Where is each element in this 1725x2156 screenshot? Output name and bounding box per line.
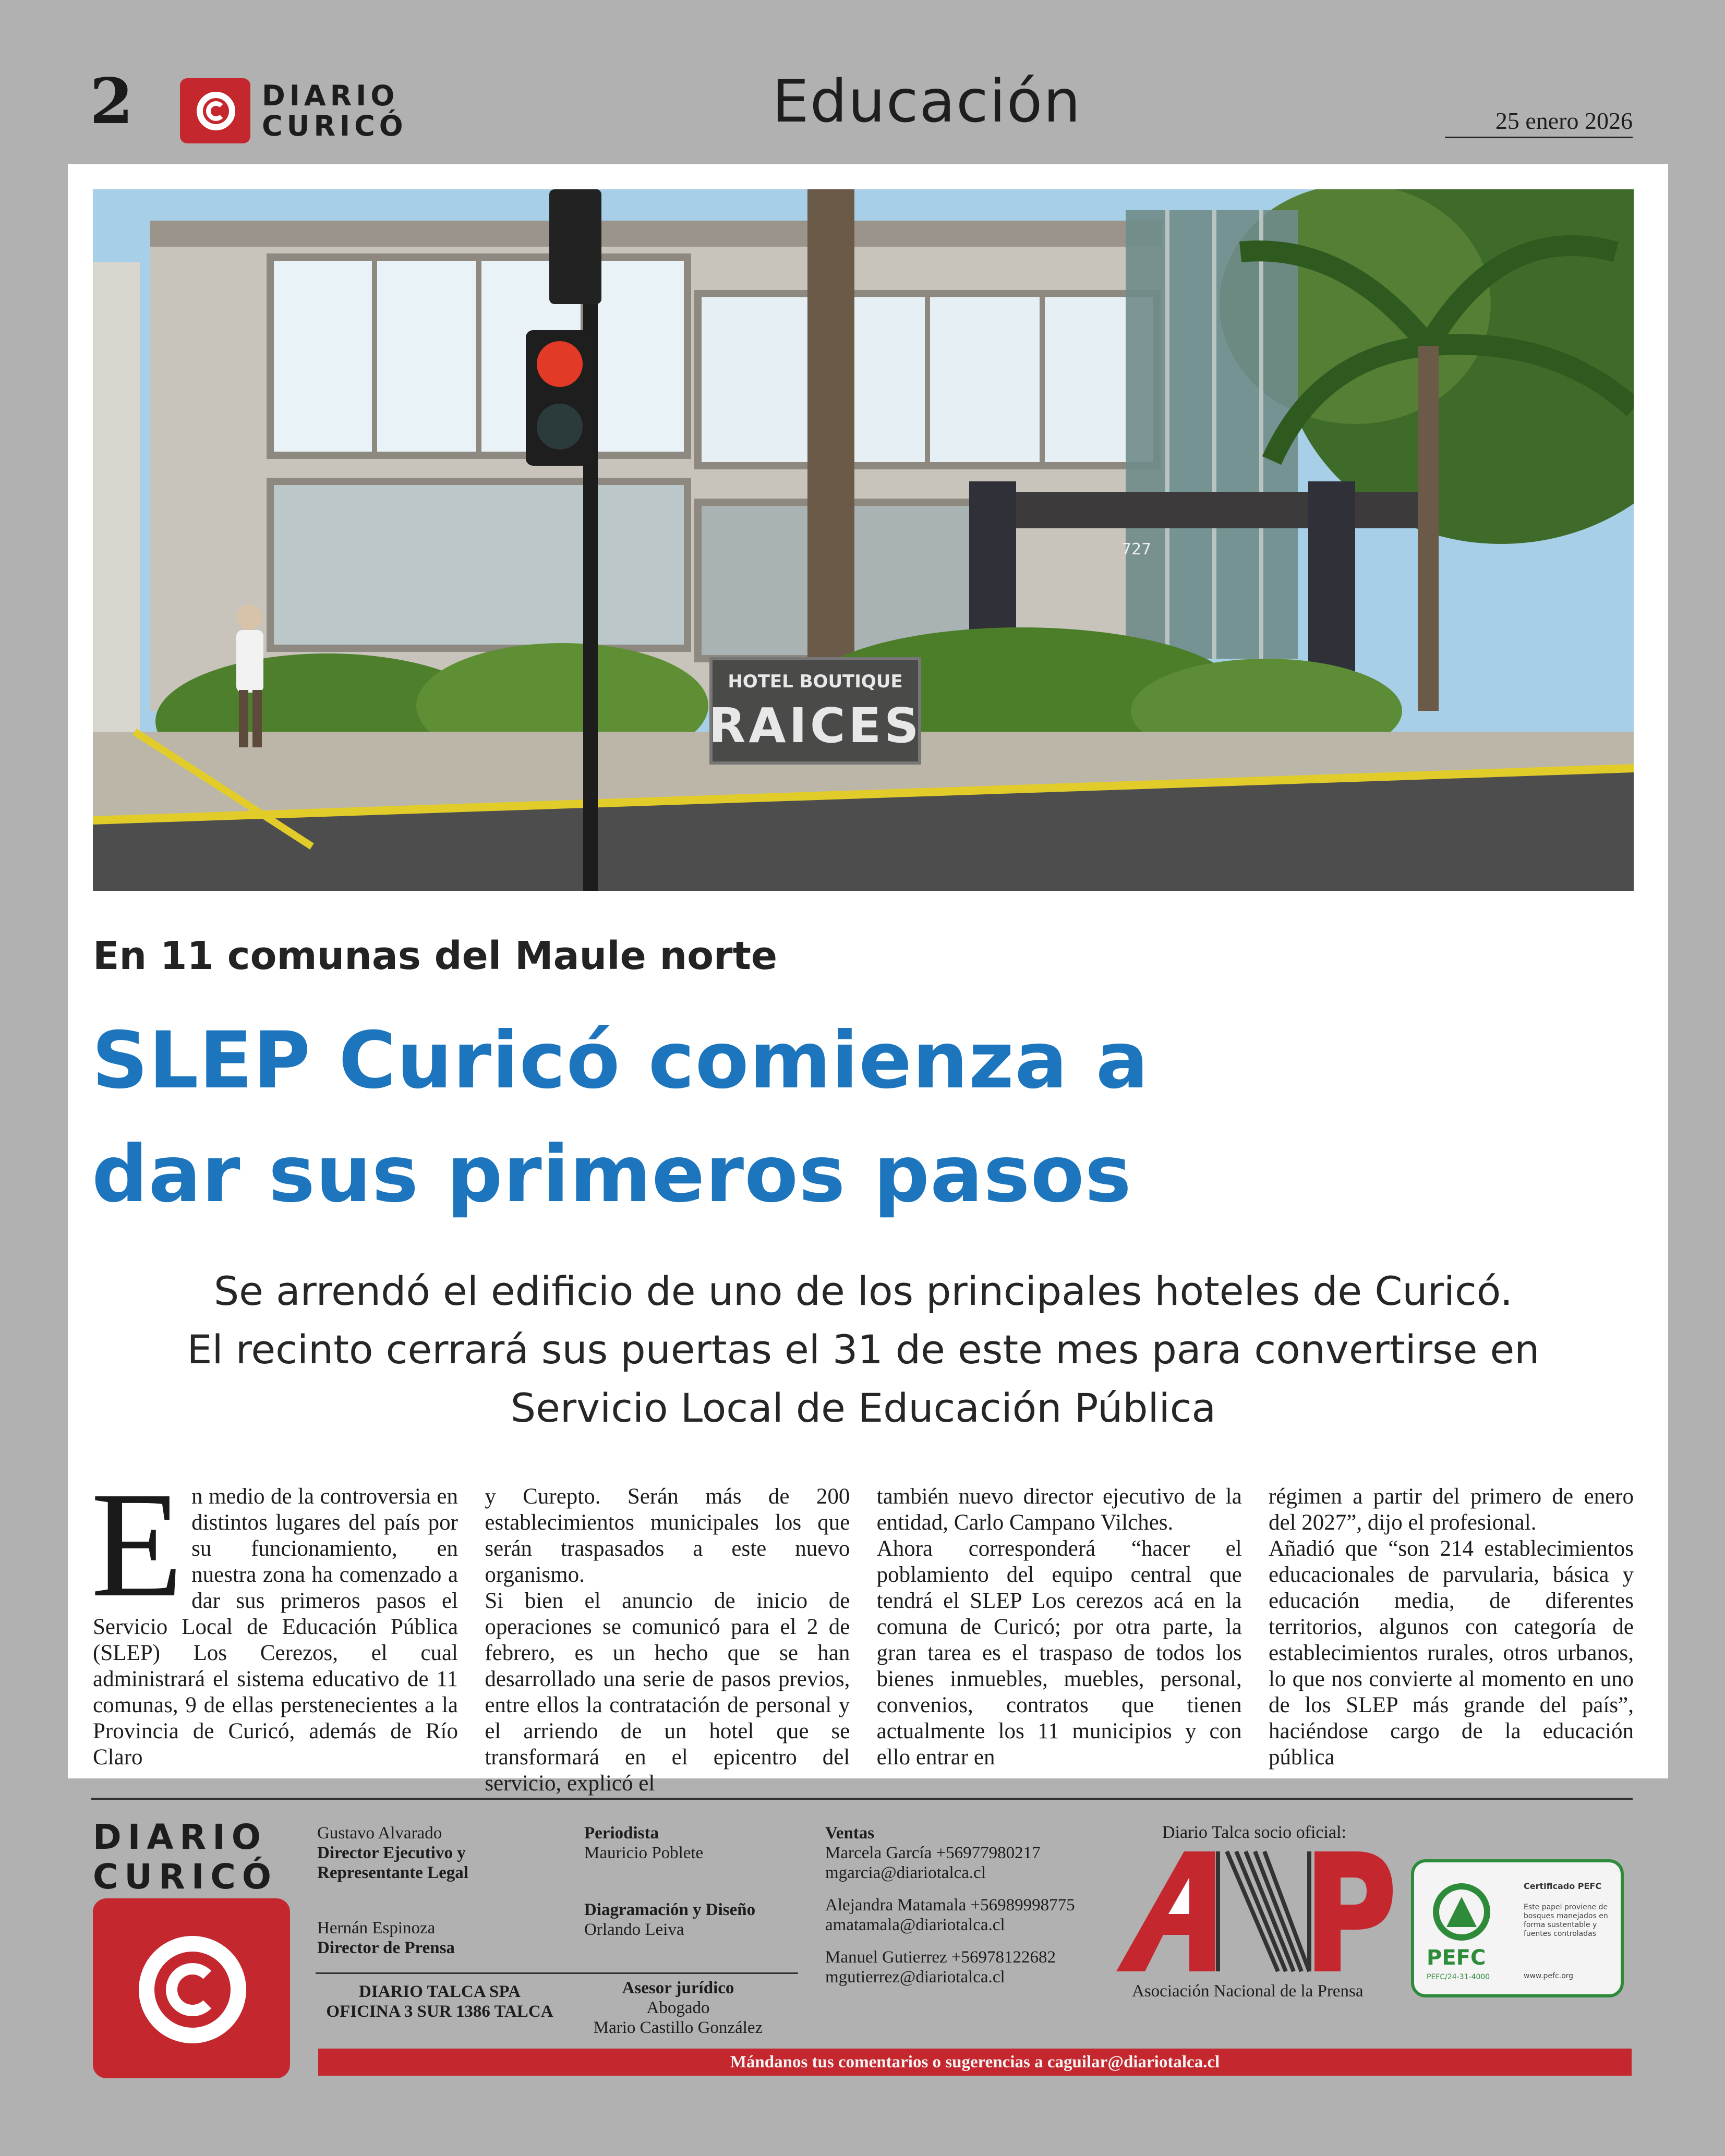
address-number: 727 [1121,540,1152,559]
credits-diagramacion [584,1900,755,1940]
deck-line-1: Se arrendó el edificio de uno de los principales hoteles de Curicó. [213,1268,1513,1314]
article-deck [93,1262,1634,1437]
ventas-email[interactable]: amatamala@diariotalca.cl [825,1916,1005,1934]
body-column-2 [485,1484,850,1797]
credits-divider [316,1972,798,1974]
pefc-url[interactable]: www.pefc.org [1524,1972,1574,1980]
director-role-2: Representante Legal [317,1863,468,1882]
press-director-role: Director de Prensa [317,1939,455,1957]
comments-banner[interactable]: Mándanos tus comentarios o sugerencias a caguilar@diariotalca.cl [318,2049,1632,2076]
ventas-label: Ventas [825,1824,875,1843]
diagramacion-name: Orlando Leiva [584,1920,684,1939]
credits-ventas [825,1823,1075,1987]
hotel-photo [93,189,1634,891]
pefc-code: PEFC/24-31-4000 [1427,1973,1490,1981]
diagramacion-label: Diagramación y Diseño [584,1900,756,1919]
periodista-label: Periodista [584,1824,659,1843]
body-column-4 [1269,1484,1634,1797]
deck-line-3: Servicio Local de Educación Pública [510,1385,1216,1431]
body-paragraph: Si bien el anuncio de inicio de operaciones se comunicó para el 2 de febrero, es un hecho que se han desarrollado una serie de pasos previos, entre ellos la contratación de personal y el arriendo de un hotel que se transformará en el epicentro del servicio, explicó el [485,1589,850,1796]
hotel-sign-line2: RAICES [708,698,922,754]
footer-divider [91,1798,1633,1800]
ventas-contact: Marcela García +56977980217 [825,1844,1041,1862]
footer-wordmark [93,1818,278,1897]
article-kicker: En 11 comunas del Maule norte [93,934,778,978]
periodista-name: Mauricio Poblete [584,1844,704,1862]
ventas-email[interactable]: mgarcia@diariotalca.cl [825,1863,986,1882]
body-paragraph: Añadió que “son 214 establecimientos educacionales de parvularia, básica y educación media, de diferentes territorios, algunos con categoría de establecimientos rurales, otros urbanos, lo que nos convierte al momento en uno de los SLEP más grande del país”, haciéndose cargo de la educación pública [1268,1536,1634,1770]
brand-wordmark [262,81,407,141]
body-paragraph: y Curepto. Serán más de 200 establecimientos municipales los que serán traspasados a este nuevo organismo. [485,1484,850,1587]
credits-asesor [584,1978,772,2038]
body-column-1 [91,1461,458,1797]
asesor-role: Abogado [646,1998,710,2017]
diario-curico-logo-icon [180,78,250,143]
body-paragraph: n medio de la controversia en distintos lugares del país por su funcionamiento, en nuestra zona ha comenzado a dar sus primeros pasos el Servicio Local de Educación Pública (SLEP) Los Cerezos, el cual administrará el sistema educativo de 11 comunas, 9 de ellas perstenecientes a la Provincia de Curicó, además de Río Claro [93,1484,458,1770]
credits-press [317,1918,455,1958]
headline-line-2: dar sus primeros pasos [92,1129,1132,1220]
deck-line-2: El recinto cerrará sus puertas el 31 de este mes para convertirse en [187,1326,1540,1373]
ventas-contact: Alejandra Matamala +56989998775 [825,1896,1075,1915]
brand-logo-header [180,78,407,143]
socio-label: Diario Talca socio oficial: [1162,1823,1346,1842]
article-card [68,164,1668,1796]
headline-line-1: SLEP Curicó comienza a [92,1015,1149,1106]
brand-word-1: DIARIO [262,79,399,112]
ventas-email[interactable]: mgutierrez@diariotalca.cl [825,1968,1005,1987]
anp-logo-icon [1106,1846,1398,1977]
footer-logo-icon [93,1898,290,2078]
body-paragraph: Ahora corresponderá “hacer el poblamiento del equipo central que tendrá el SLEP Los cerezos acá en la comuna de Curicó; por otra parte, la gran tarea es el traspaso de todos los bienes inmuebles, muebles, personal, convenios, contratos que tienen actualmente los 11 municipios y con ello entrar en [876,1536,1242,1770]
drop-cap: E [91,1461,184,1628]
body-column-3 [877,1484,1242,1797]
pefc-badge [1411,1859,1624,1997]
director-name: Gustavo Alvarado [317,1824,442,1843]
hotel-sign-line1: HOTEL BOUTIQUE [728,671,903,692]
body-paragraph: régimen a partir del primero de enero del 2027”, dijo el profesional. [1268,1484,1634,1535]
company-office: OFICINA 3 SUR 1386 TALCA [326,2002,553,2021]
press-director-name: Hernán Espinoza [317,1919,436,1937]
body-paragraph: también nuevo director ejecutivo de la entidad, Carlo Campano Vilches. [876,1484,1242,1535]
anp-caption: Asociación Nacional de la Prensa [1132,1982,1364,2001]
asesor-label: Asesor jurídico [622,1979,734,1997]
pefc-text: Este papel proviene de bosques manejados en forma sustentable y fuentes controladas [1524,1903,1608,1938]
ventas-contact: Manuel Gutierrez +56978122682 [825,1948,1056,1967]
asesor-name: Mario Castillo González [593,2018,763,2037]
director-role-1: Director Ejecutivo y [317,1844,466,1862]
page-number: 2 [90,65,134,138]
section-title: Educación [772,68,1082,136]
credits-periodista [584,1823,703,1863]
footer-brand-word-1: DIARIO [93,1817,267,1857]
footer-brand-word-2: CURICÓ [93,1857,278,1897]
page-date: 25 enero 2026 [1445,107,1633,138]
article-body [91,1461,1634,1797]
article-headline [92,1004,1448,1231]
credits-directors [317,1823,468,1883]
credits-company [317,1982,562,2021]
brand-word-2: CURICÓ [262,109,407,142]
pefc-word: PEFC [1427,1946,1486,1970]
pefc-title: Certificado PEFC [1524,1881,1602,1891]
company-name: DIARIO TALCA SPA [359,1982,521,2001]
